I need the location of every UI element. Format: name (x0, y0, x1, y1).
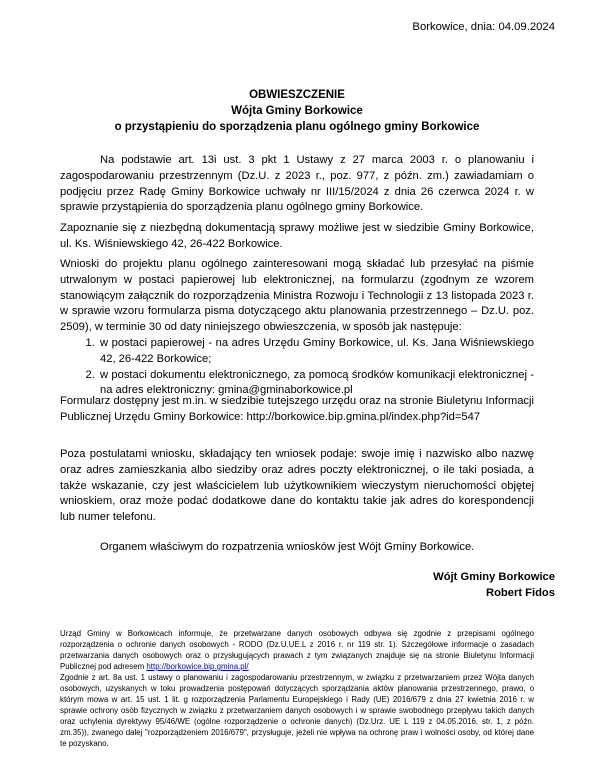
form-paragraph (60, 394, 534, 426)
subject-title: o przystąpieniu do sporządzenia planu ogólnego gminy Borkowice (114, 121, 480, 133)
list-item: 2. w postaci dokumentu elektronicznego, za pomocą środków komunikacji elektronicznej - na adres elektroniczny: gmina@gminaborkowice.pl (98, 368, 534, 400)
signature-title: Wójt Gminy Borkowice (433, 571, 555, 583)
date-line: Borkowice, dnia: 04.09.2024 (412, 21, 555, 33)
rodo-text: Urząd Gminy w Borkowicach informuje, że przetwarzane danych osobowych odbywa się zgodnie z przepisami ogólnego rozporządzenia o ochronie danych osobowych - RODO (Dz.U.UE.L z 2016 r. nr 119 str. 1). Szczegółowe informacje o zasadach przetwarzania danych osobowych oraz o przysługujących prawach z tym związanych znajduje się na stronie Biuletynu Informacji Publicznej pod adresem (60, 629, 534, 671)
proposals-section (60, 257, 534, 399)
bip-link[interactable]: http://borkowice.bip.gmina.pl/ (146, 662, 249, 671)
rodo-article-text: Zgodnie z art. 8a ust. 1 ustawy o planowaniu i zagospodarowaniu przestrzennym, w związku z przetwarzaniem przez Wójta danych osobowych, uzyskanych w toku prowadzenia postępowań dotyczących sporządzania aktów planowania przestrzennego, prawo, o którym mowa w art. 15 ust. 1 lit. g rozporządzenia Parlamentu Europejskiego i Rady (UE) 2016/679 z dnia 27 kwietnia 2016 r. w sprawie ochrony osób fizycznych w związku z przetwarzaniem danych osobowych i w sprawie swobodnego przepływu takich danych oraz uchylenia dyrektywy 95/46/WE (ogólne rozporządzenie o ochronie danych) (Dz.Urz. UE L 119 z 04.05.2016, str. 1, z późn. zm.35)), zwanego dalej "rozporządzeniem 2016/679", przysługuje, jeżeli nie wpływa na ochronę praw i wolności osoby, od której dane te pozyskano. (60, 673, 534, 748)
title-block (60, 87, 534, 135)
proposals-intro: Wnioski do projektu planu ogólnego zainteresowani mogą składać lub przesyłać na piśmie utrwalonym w postaci papierowej lub elektronicznej, na formularzu (zgodnym ze wzorem stanowiącym załącznik do rozporządzenia Ministra Rozwoju i Technologii z 13 listopada 2023 r. w sprawie wzoru formularza pisma dotyczącego aktu planowania przestrzennego – Dz.U. poz. 2509), w terminie 30 od daty niniejszego obwieszczenia, w sposób jak następuje: (60, 258, 534, 334)
issuer-title: Wójta Gminy Borkowice (231, 105, 363, 117)
list-item: 1. w postaci papierowej - na adres Urzędu Gminy Borkowice, ul. Ks. Jana Wiśniewskiego 42, 26-422 Borkowice; (98, 336, 534, 368)
rodo-notice (60, 628, 534, 749)
submission-methods-list (60, 336, 534, 399)
signature-name: Robert Fidos (486, 586, 555, 599)
form-text: Formularz dostępny jest m.in. w siedzibie tutejszego urzędu oraz na stronie Biuletynu Informacji Publicznej Urzędu Gminy Borkowice: (60, 395, 534, 423)
signature-block (433, 570, 555, 601)
intro-paragraph: Na podstawie art. 13i ust. 3 pkt 1 Ustawy z 27 marca 2003 r. o planowaniu i zagospodarowaniu przestrzennym (Dz.U. z 2023 r., poz. 977, z późn. zm.) zawiadamiam o podjęciu przez Radę Gminy Borkowice uchwały nr III/15/2024 z dnia 26 czerwca 2024 r. w sprawie przystąpienia do sporządzenia planu ogólnego gminy Borkowice. (60, 154, 534, 214)
access-paragraph: Zapoznanie się z niezbędną dokumentacją sprawy możliwe jest w siedzibie Gminy Borkowice, ul. Ks. Wiśniewskiego 42, 26-422 Borkowice. (60, 222, 534, 250)
bip-form-link[interactable]: http://borkowice.bip.gmina.pl/index.php?id=547 (246, 410, 481, 423)
competent-authority-paragraph: Organem właściwym do rozpatrzenia wniosków jest Wójt Gminy Borkowice. (100, 541, 475, 553)
document-title: OBWIESZCZENIE (249, 89, 345, 101)
applicant-data-paragraph: Poza postulatami wniosku, składający ten wniosek podaje: swoje imię i nazwisko albo nazwę oraz adres zamieszkania albo siedziby oraz adres poczty elektronicznej, o ile taki posiada, a także wskazanie, czy jest właścicielem lub użytkownikiem wieczystym nieruchomości objętej wnioskiem, oraz może podać dodatkowe dane do kontaktu takie jak adres do korespondencji lub numer telefonu. (60, 448, 534, 524)
